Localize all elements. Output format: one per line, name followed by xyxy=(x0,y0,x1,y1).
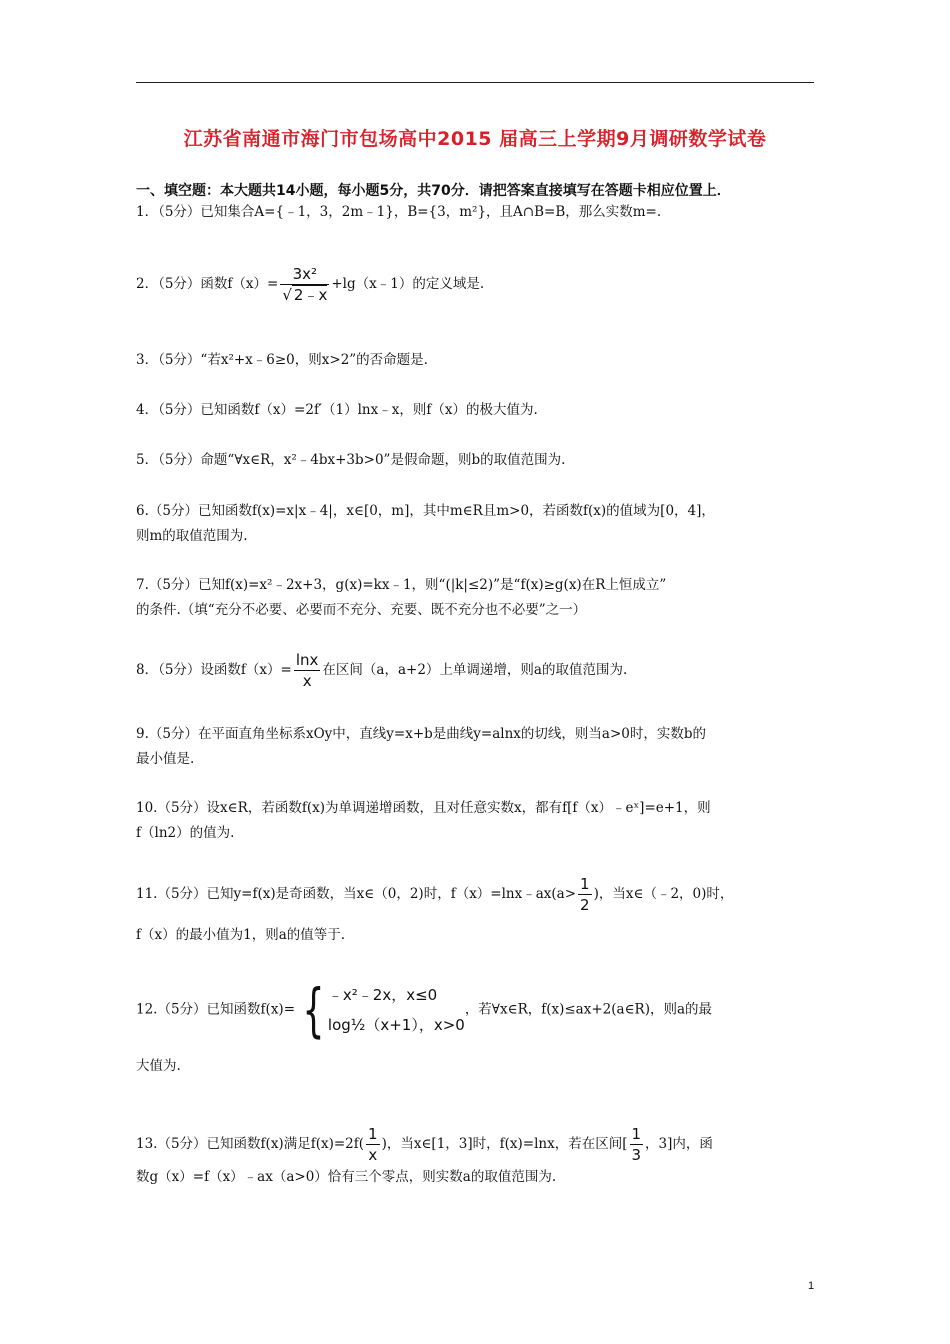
q2-prefix: 2．（5分）函数f（x）= xyxy=(136,276,279,292)
q13-numerator-2: 1 xyxy=(631,1125,642,1143)
question-10 xyxy=(136,796,816,846)
q11-line1 xyxy=(136,874,816,915)
q7-line1: 7.（5分）已知f(x)=x²﹣2x+3，g(x)=kx﹣1，则“(|k|≤2)”是“f(x)≥g(x)在R上恒成立” xyxy=(136,577,667,593)
q12-line2: 大值为. xyxy=(136,1058,181,1074)
q11-denominator: 2 xyxy=(580,896,590,914)
q12-case2: log½（x+1），x>0 xyxy=(327,1016,465,1034)
q10-line1: 10.（5分）设x∈R，若函数f(x)为单调递增函数，且对任意实数x，都有f[f（x）﹣eˣ]=e+1，则 xyxy=(136,800,711,816)
q13-suffix: ，3]内，函 xyxy=(645,1136,713,1152)
question-13 xyxy=(136,1124,816,1190)
section-header: 一、填空题：本大题共14小题，每小题5分，共70分．请把答案直接填写在答题卡相应位置上． xyxy=(136,183,731,199)
question-9 xyxy=(136,722,816,772)
q13-mid: )，当x∈[1，3]时，f(x)=lnx，若在区间[ xyxy=(381,1136,628,1152)
q12-suffix: ，若∀x∈R，f(x)≤ax+2(a∈R)，则a的最 xyxy=(464,1001,713,1018)
page-number: 1 xyxy=(808,1280,815,1292)
q13-denominator: x xyxy=(368,1146,378,1164)
q11-fraction xyxy=(578,874,592,915)
q12-line1 xyxy=(136,976,816,1044)
question-8 xyxy=(136,650,816,691)
q11-prefix: 11.（5分）已知y=f(x)是奇函数，当x∈（0，2)时，f（x）=lnx﹣ax(a> xyxy=(136,886,577,902)
q12-piecewise xyxy=(328,980,465,1040)
q2-fraction xyxy=(280,264,329,305)
question-4: 4．（5分）已知函数f（x）=2f′（1）lnx﹣x，则f（x）的极大值为. xyxy=(136,402,538,418)
question-5: 5．（5分）命题“∀x∈R，x²﹣4bx+3b>0”是假命题，则b的取值范围为. xyxy=(136,452,566,468)
q7-line2: 的条件.（填“充分不必要、必要而不充分、充要、既不充分也不必要”之一） xyxy=(136,602,587,618)
q13-denominator-2: 3 xyxy=(631,1146,642,1164)
q9-line1: 9.（5分）在平面直角坐标系xOy中，直线y=x+b是曲线y=alnx的切线，则当a>0时，实数b的 xyxy=(136,726,706,742)
question-1: 1．（5分）已知集合A={﹣1，3，2m﹣1}，B={3，m²}，且A∩B=B，那么实数m=. xyxy=(136,204,662,220)
q13-fraction-2 xyxy=(630,1124,644,1165)
question-3: 3．（5分）“若x²+x﹣6≥0，则x>2”的否命题是. xyxy=(136,352,428,368)
q8-fraction xyxy=(294,650,321,691)
header-rule xyxy=(136,82,814,83)
q10-line2: f（ln2）的值为. xyxy=(136,825,235,841)
q2-suffix: +lg（x﹣1）的定义域是. xyxy=(331,276,485,292)
q2-denominator: 2﹣x xyxy=(293,286,328,304)
q12-case1: ﹣x²﹣2x，x≤0 xyxy=(327,986,438,1004)
q13-fraction-1 xyxy=(366,1124,380,1165)
q13-line1 xyxy=(136,1124,816,1165)
q11-line2: f（x）的最小值为1，则a的值等于. xyxy=(136,927,346,943)
question-12 xyxy=(136,976,816,1079)
q8-suffix: 在区间（a，a+2）上单调递增，则a的取值范围为. xyxy=(322,662,628,678)
q11-numerator: 1 xyxy=(580,875,590,893)
q13-prefix: 13.（5分）已知函数f(x)满足f(x)=2f( xyxy=(136,1136,365,1152)
q13-line2: 数g（x）=f（x）﹣ax（a>0）恰有三个零点，则实数a的取值范围为. xyxy=(136,1169,557,1185)
question-11 xyxy=(136,874,816,948)
left-brace-icon: { xyxy=(302,976,325,1044)
q13-numerator: 1 xyxy=(368,1125,378,1143)
q12-prefix: 12.（5分）已知函数f(x)= xyxy=(136,1001,296,1018)
q6-line2: 则m的取值范围为. xyxy=(136,528,248,544)
q2-denominator-wrap: √ 2﹣x xyxy=(282,286,328,304)
q8-denominator: x xyxy=(302,672,312,690)
question-6 xyxy=(136,499,816,549)
question-2 xyxy=(136,264,816,305)
q8-numerator: lnx xyxy=(295,651,319,669)
q6-line1: 6.（5分）已知函数f(x)=x|x﹣4|，x∈[0，m]，其中m∈R且m>0，若函数f(x)的值域为[0，4]， xyxy=(136,503,715,519)
q2-numerator: 3x² xyxy=(280,264,329,285)
q8-prefix: 8．（5分）设函数f（x）= xyxy=(136,662,292,678)
page-title: 江苏省南通市海门市包场高中2015 届高三上学期9月调研数学试卷 xyxy=(183,128,767,150)
question-7 xyxy=(136,573,816,623)
q9-line2: 最小值是. xyxy=(136,751,195,767)
q11-suffix: )，当x∈（﹣2，0)时， xyxy=(593,886,734,902)
